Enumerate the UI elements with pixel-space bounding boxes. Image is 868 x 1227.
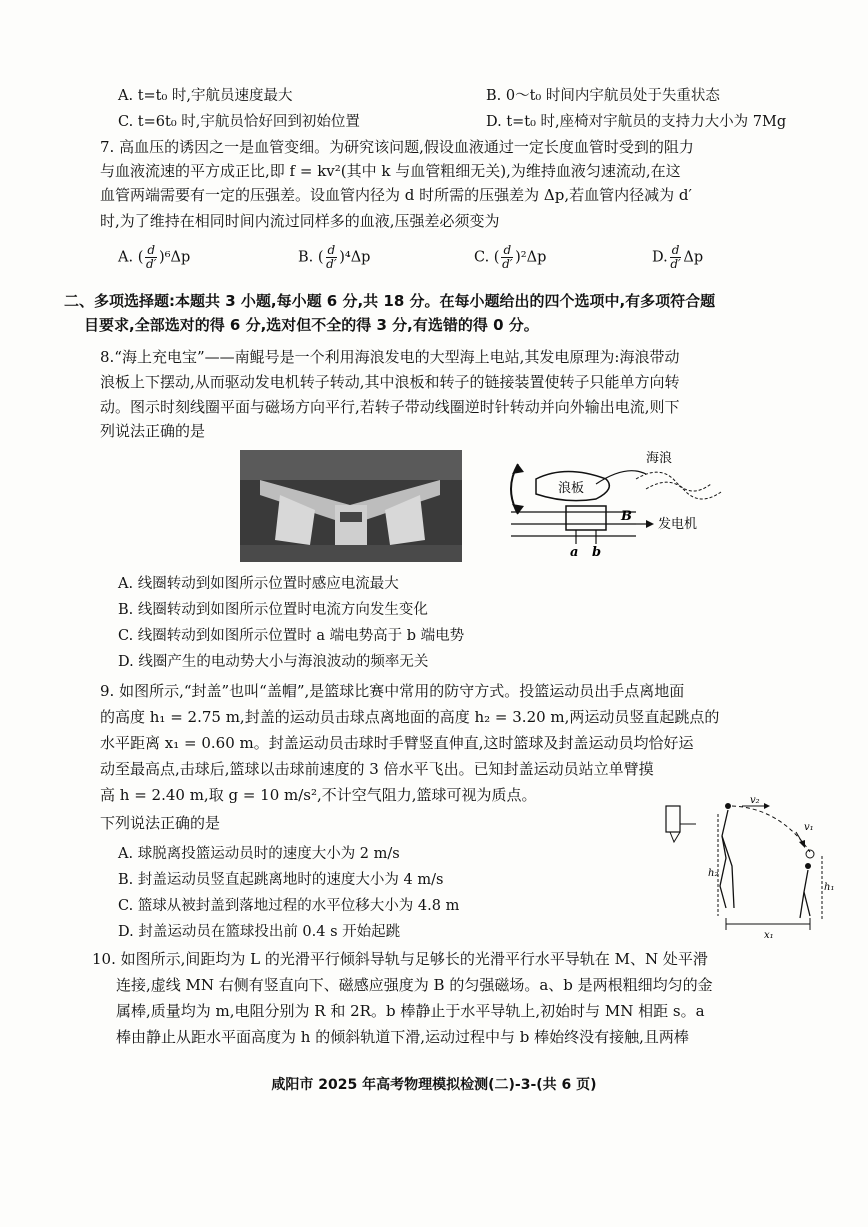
q9-option-c: C. 篮球从被封盖到落地过程的水平位移大小为 4.8 m (118, 898, 460, 914)
field-label: B (621, 509, 632, 524)
q6-option-a: A. t=t₀ 时,宇航员速度最大 (118, 88, 293, 104)
section2-line2: 目要求,全部选对的得 6 分,选对但不全的得 3 分,有选错的得 0 分。 (84, 316, 539, 334)
q9-option-a: A. 球脱离投篮运动员时的速度大小为 2 m/s (118, 846, 400, 862)
wave-power-station-photo (240, 450, 462, 562)
q7-line3: 血管两端需要有一定的压强差。设血管内径为 d 时所需的压强差为 Δp,若血管内径减为 d′ (100, 186, 692, 204)
generator-mechanism-diagram (496, 444, 736, 562)
q9-option-b: B. 封盖运动员竖直起跳离地时的速度大小为 4 m/s (118, 872, 444, 888)
section2-line1: 二、多项选择题:本题共 3 小题,每小题 6 分,共 18 分。在每小题给出的四个选项中,有多项符合题 (64, 292, 716, 310)
q8-option-d: D. 线圈产生的电动势大小与海浪波动的频率无关 (118, 654, 429, 670)
board-label: 浪板 (558, 481, 585, 496)
page-footer: 咸阳市 2025 年高考物理模拟检测(二)-3-(共 6 页) (271, 1077, 597, 1093)
q7-option-c: C. ( $\frac{d}{d'}$ )²Δp (474, 243, 547, 271)
q8-line1: 8.“海上充电宝”——南鲲号是一个利用海浪发电的大型海上电站,其发电原理为:海浪带动 (100, 348, 680, 366)
q10-line1: 10. 如图所示,间距均为 L 的光滑平行倾斜导轨与足够长的光滑平行水平导轨在 M、N 处平滑 (92, 950, 708, 968)
q7-line4: 时,为了维持在相同时间内流过同样多的血液,压强差必须变为 (100, 212, 500, 230)
q10-line3: 属棒,质量均为 m,电阻分别为 R 和 2R。b 棒静止于水平导轨上,初始时与 MN 相距 s。a (116, 1002, 705, 1020)
q9-line3: 水平距离 x₁ = 0.60 m。封盖运动员击球时手臂竖直伸直,这时篮球及封盖运动员均恰好运 (100, 734, 694, 752)
q9-line4: 动至最高点,击球后,篮球以击球前速度的 3 倍水平飞出。已知封盖运动员站立单臂摸 (100, 760, 654, 778)
q8-line3: 动。图示时刻线圈平面与磁场方向平行,若转子带动线圈逆时针转动并向外输出电流,则下 (100, 398, 680, 416)
v2-label: v₂ (750, 796, 760, 806)
q7-option-b: B. ( $\frac{d}{d'}$ )⁴Δp (298, 243, 371, 271)
h1-label: h₁ (824, 882, 835, 893)
q10-line2: 连接,虚线 MN 右侧有竖直向下、磁感应强度为 B 的匀强磁场。a、b 是两根粗细均匀的金 (116, 976, 713, 994)
q7-option-a: A. ( $\frac{d}{d'}$ )⁶Δp (118, 243, 191, 271)
q6-option-c: C. t=6t₀ 时,宇航员恰好回到初始位置 (118, 114, 360, 130)
x1-label: x₁ (764, 930, 774, 941)
q8-line2: 浪板上下摆动,从而驱动发电机转子转动,其中浪板和转子的链接装置使转子只能单方向转 (100, 373, 680, 391)
v1-label: v₁ (804, 822, 814, 833)
q9-line2: 的高度 h₁ = 2.75 m,封盖的运动员击球点离地面的高度 h₂ = 3.20 m,两运动员竖直起跳点的 (100, 708, 720, 726)
q7-option-d: D. $\frac{d}{d'}$ Δp (652, 243, 704, 271)
q10-line4: 棒由静止从距水平面高度为 h 的倾斜轨道下滑,运动过程中与 b 棒始终没有接触,且两棒 (116, 1028, 689, 1046)
q7-line2: 与血液流速的平方成正比,即 f = kv²(其中 k 与血管粗细无关),为维持血液匀速流动,在这 (100, 162, 681, 180)
terminal-b-label: b (592, 545, 602, 560)
q9-line1: 9. 如图所示,“封盖”也叫“盖帽”,是篮球比赛中常用的防守方式。投篮运动员出手点离地面 (100, 682, 685, 700)
q9-line5: 高 h = 2.40 m,取 g = 10 m/s²,不计空气阻力,篮球可视为质点。 (100, 786, 537, 804)
q8-option-c: C. 线圈转动到如图所示位置时 a 端电势高于 b 端电势 (118, 628, 465, 644)
q8-option-a: A. 线圈转动到如图所示位置时感应电流最大 (118, 576, 399, 592)
q8-line4: 列说法正确的是 (100, 422, 206, 440)
q8-option-b: B. 线圈转动到如图所示位置时电流方向发生变化 (118, 602, 428, 618)
h2-label: h₂ (708, 868, 719, 879)
wave-label: 海浪 (646, 451, 673, 466)
q9-option-d: D. 封盖运动员在篮球投出前 0.4 s 开始起跳 (118, 924, 401, 940)
q7-line1: 7. 高血压的诱因之一是血管变细。为研究该问题,假设血液通过一定长度血管时受到的阻力 (100, 138, 694, 156)
terminal-a-label: a (570, 545, 579, 560)
q6-option-b: B. 0～t₀ 时间内宇航员处于失重状态 (486, 88, 720, 104)
q6-option-d: D. t=t₀ 时,座椅对宇航员的支持力大小为 7Mg (486, 114, 787, 130)
basketball-block-diagram (660, 796, 840, 948)
q9-line6: 下列说法正确的是 (100, 814, 221, 832)
generator-label: 发电机 (658, 517, 698, 532)
